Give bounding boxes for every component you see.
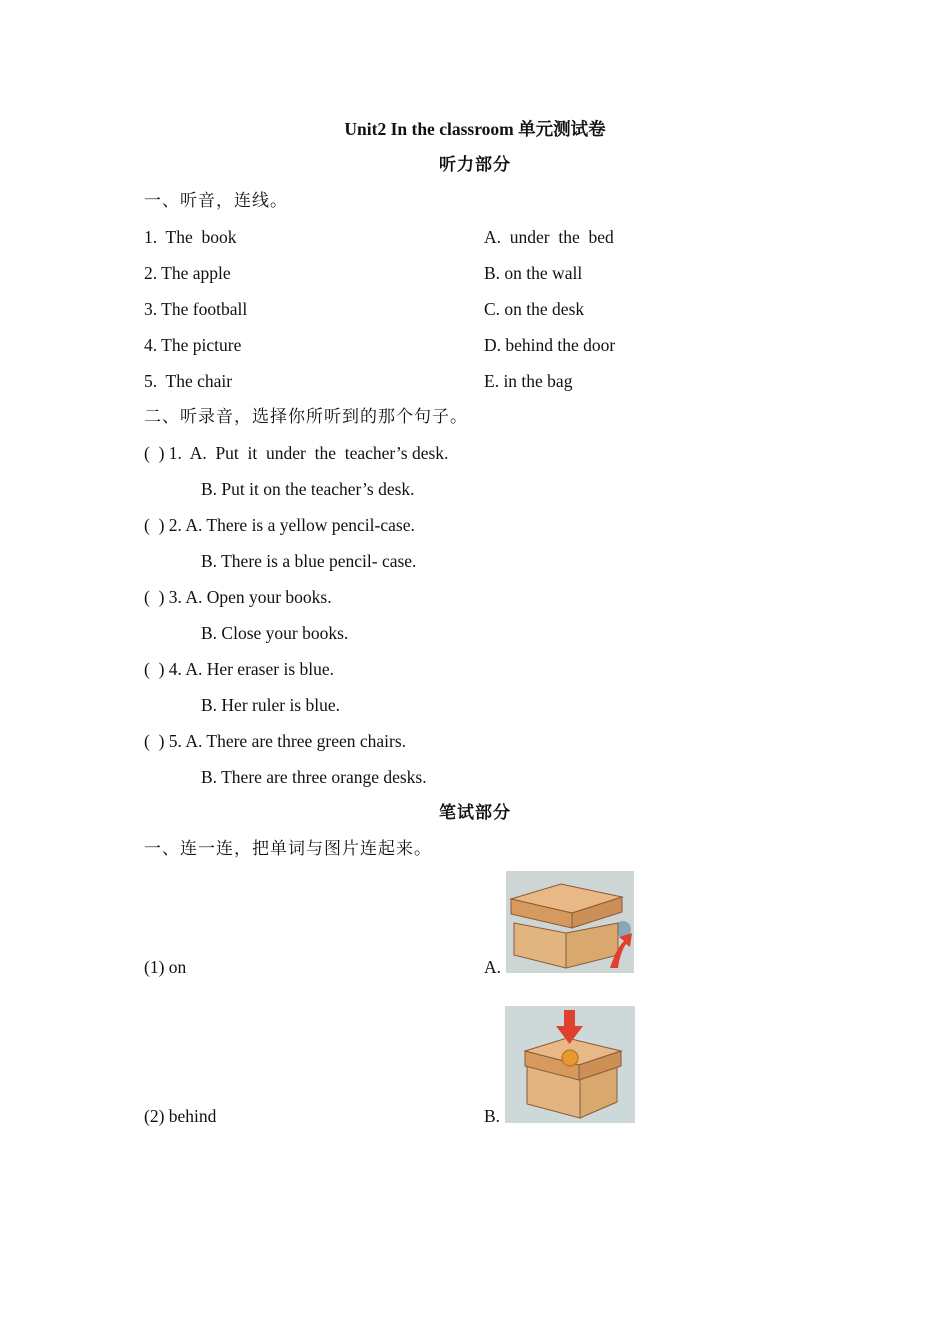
writing-part1-instruction: 一、连一连，把单词与图片连起来。 — [144, 839, 432, 859]
picture-label: A. — [484, 957, 502, 977]
question-option-a: ( ) 1. A. Put it under the teacher’s desk. — [144, 443, 449, 463]
ball-on-box-image — [505, 1006, 635, 1123]
match-left-item: 2. The apple — [144, 263, 231, 283]
question-option-b: B. Her ruler is blue. — [201, 695, 340, 715]
question-option-a: ( ) 2. A. There is a yellow pencil-case. — [144, 515, 415, 535]
match-right-item: A. under the bed — [484, 227, 614, 247]
match-right-item: B. on the wall — [484, 263, 583, 283]
match-left-item: 5. The chair — [144, 371, 233, 391]
box-with-ball-behind-image — [506, 871, 634, 973]
picture-label: B. — [484, 1106, 501, 1126]
writing-section-heading: 笔试部分 — [439, 803, 511, 823]
question-option-b: B. There are three orange desks. — [201, 767, 427, 787]
match-right-item: D. behind the door — [484, 335, 616, 355]
match-left-item: 3. The football — [144, 299, 248, 319]
question-option-b: B. There is a blue pencil- case. — [201, 551, 417, 571]
listening-part2-instruction: 二、听录音，选择你所听到的那个句子。 — [144, 407, 468, 427]
question-option-a: ( ) 5. A. There are three green chairs. — [144, 731, 407, 751]
match-word: (1) on — [144, 957, 187, 977]
match-word: (2) behind — [144, 1106, 217, 1126]
match-right-item: E. in the bag — [484, 371, 573, 391]
document-title: Unit2 In the classroom 单元测试卷 — [344, 119, 606, 139]
question-option-b: B. Close your books. — [201, 623, 349, 643]
question-option-b: B. Put it on the teacher’s desk. — [201, 479, 415, 499]
question-option-a: ( ) 3. A. Open your books. — [144, 587, 332, 607]
question-option-a: ( ) 4. A. Her eraser is blue. — [144, 659, 335, 679]
listening-part1-instruction: 一、听音，连线。 — [144, 191, 288, 211]
match-right-item: C. on the desk — [484, 299, 585, 319]
match-left-item: 1. The book — [144, 227, 237, 247]
match-left-item: 4. The picture — [144, 335, 242, 355]
listening-section-heading: 听力部分 — [439, 155, 511, 175]
